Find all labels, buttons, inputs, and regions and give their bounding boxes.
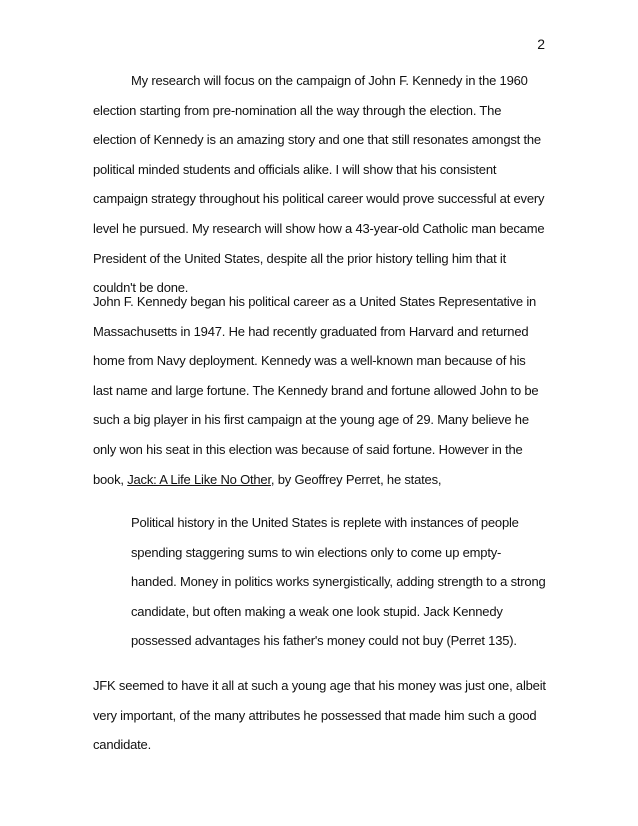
- paragraph-kennedy-career: [93, 287, 546, 494]
- block-quote: Political history in the United States is replete with instances of people spending staggering sums to win elections only to come up empty-handed. Money in politics works synergistically, adding strength to a strong candidate, but often making a weak one look stupid. Jack Kennedy possessed advantages his father's money could not buy (Perret 135).: [131, 515, 546, 649]
- paragraph-text-before-title: John F. Kennedy began his political career as a United States Representative in Massachusetts in 1947. He had recently graduated from Harvard and returned home from Navy deployment. Kennedy was a well-known man because of his last name and large fortune. The Kennedy brand and fortune allowed John to be such a big player in his first campaign at the young age of 29. Many believe he only won his seat in this election was because of said fortune. However in the book,: [93, 294, 539, 487]
- paragraph-text-after-title: , by Geoffrey Perret, he states,: [270, 471, 442, 487]
- paragraph-research-focus: [93, 66, 546, 303]
- page-number: 2: [537, 36, 545, 52]
- paragraph-text: My research will focus on the campaign of John F. Kennedy in the 1960 election starting from pre-nomination all the way through the election. The election of Kennedy is an amazing story and one that still resonates amongst the political minded students and officials alike. I will show that his consistent campaign strategy throughout his political career would prove successful at every level he pursued. My research will show how a 43-year-old Catholic man became President of the United States, despite all the prior history telling him that it couldn't be done.: [93, 73, 545, 296]
- book-title: Jack: A Life Like No Other: [127, 471, 271, 487]
- paragraph-jfk-attributes: JFK seemed to have it all at such a young age that his money was just one, albeit very important, of the many attributes he possessed that made him such a good candidate.: [93, 678, 546, 753]
